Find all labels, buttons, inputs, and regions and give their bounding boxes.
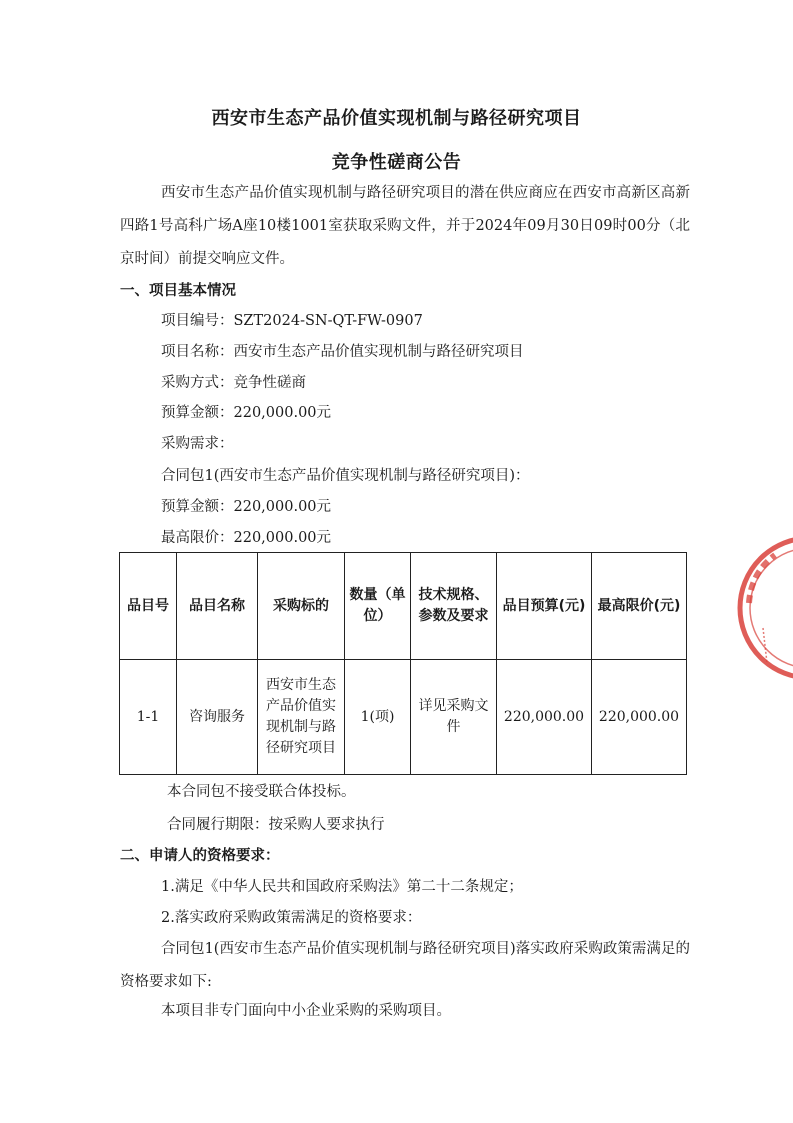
contract-period: 合同履行期限：按采购人要求执行 xyxy=(167,817,385,833)
document-subtitle: 竞争性磋商公告 xyxy=(331,152,462,173)
table-row xyxy=(120,660,687,775)
project-number: 项目编号：SZT2024-SN-QT-FW-0907 xyxy=(161,313,423,329)
header-item-no: 品目号 xyxy=(120,553,177,660)
procurement-requirement: 采购需求： xyxy=(161,436,234,452)
contract-package: 合同包1(西安市生态产品价值实现机制与路径研究项目)： xyxy=(161,468,530,484)
header-item-budget: 品目预算(元) xyxy=(497,553,592,660)
header-max-price: 最高限价(元) xyxy=(592,553,687,660)
cell-item-name: 咨询服务 xyxy=(177,660,258,775)
header-quantity: 数量（单位） xyxy=(345,553,411,660)
header-specs: 技术规格、参数及要求 xyxy=(411,553,497,660)
cell-max-price: 220,000.00 xyxy=(592,660,687,775)
section1-heading: 一、项目基本情况 xyxy=(120,283,236,299)
header-subject: 采购标的 xyxy=(258,553,345,660)
joint-bid-note: 本合同包不接受联合体投标。 xyxy=(167,784,356,800)
official-seal-stamp xyxy=(735,533,793,683)
budget-amount: 预算金额：220,000.00元 xyxy=(161,405,332,421)
intro-paragraph: 西安市生态产品价值实现机制与路径研究项目的潜在供应商应在西安市高新区高新四路1号高科广场A座10楼1001室获取采购文件，并于2024年09月30日09时00分（北京时间）前提交响应文件。 xyxy=(120,185,690,267)
package-budget: 预算金额：220,000.00元 xyxy=(161,499,332,515)
items-table xyxy=(119,552,687,775)
header-item-name: 品目名称 xyxy=(177,553,258,660)
cell-subject: 西安市生态产品价值实现机制与路径研究项目 xyxy=(258,660,345,775)
package-policy-paragraph: 合同包1(西安市生态产品价值实现机制与路径研究项目)落实政府采购政策需满足的资格要求如下: xyxy=(120,941,690,990)
qualification-item-1: 1.满足《中华人民共和国政府采购法》第二十二条规定； xyxy=(161,879,523,895)
project-name: 项目名称：西安市生态产品价值实现机制与路径研究项目 xyxy=(161,344,524,360)
cell-item-budget: 220,000.00 xyxy=(497,660,592,775)
cell-item-no: 1-1 xyxy=(120,660,177,775)
package-max-price: 最高限价：220,000.00元 xyxy=(161,530,332,546)
cell-quantity: 1(项) xyxy=(345,660,411,775)
procurement-method: 采购方式：竞争性磋商 xyxy=(161,375,306,391)
qualification-item-2: 2.落实政府采购政策需满足的资格要求： xyxy=(161,910,422,926)
cell-specs: 详见采购文件 xyxy=(411,660,497,775)
sme-note: 本项目非专门面向中小企业采购的采购项目。 xyxy=(161,1003,451,1019)
table-header-row xyxy=(120,553,687,660)
document-title: 西安市生态产品价值实现机制与路径研究项目 xyxy=(211,108,582,129)
section2-heading: 二、申请人的资格要求： xyxy=(120,848,280,864)
